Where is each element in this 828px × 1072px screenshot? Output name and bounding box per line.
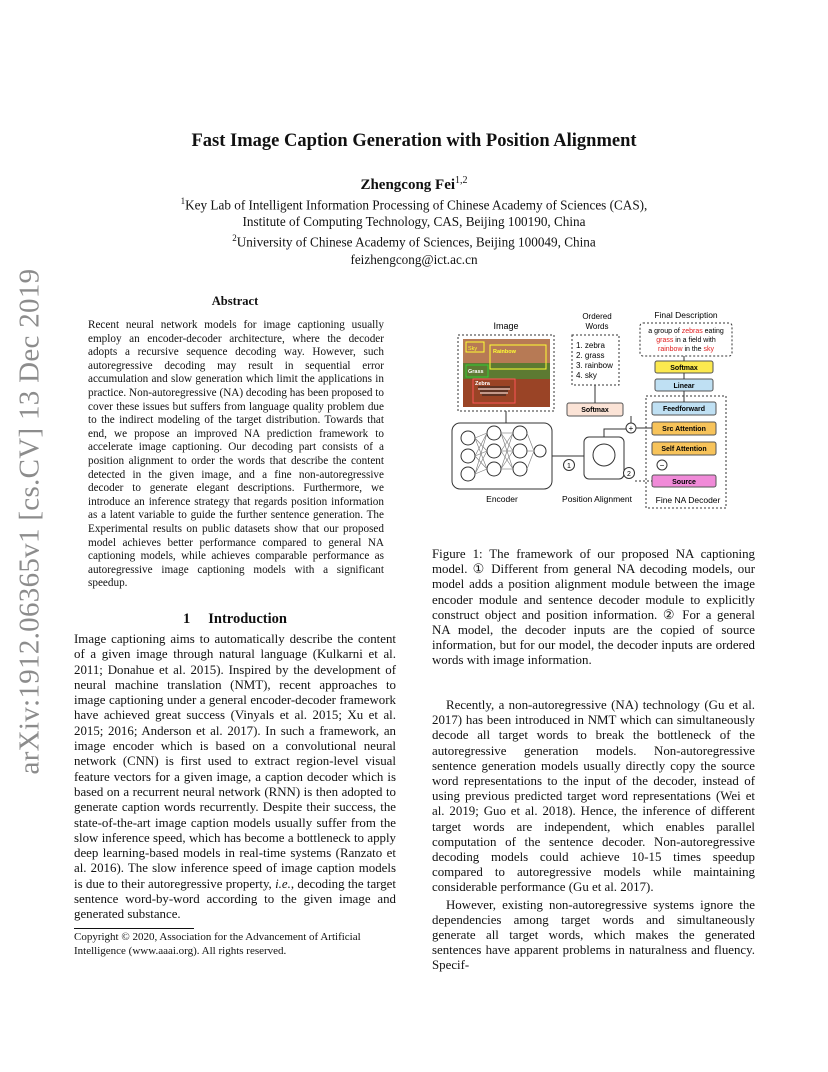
label-ordered-2: Words (585, 322, 609, 331)
ordered-word-3: 3. rainbow (576, 361, 613, 370)
paragraph-however: However, existing non-autoregressive systems ignore the dependencies among target words and simultaneously generate all target words, which makes the generated sentences have apparent problems in naturalness and fluency. Specif- (432, 897, 755, 973)
ordered-word-4: 4. sky (576, 371, 597, 380)
source-label: Source (672, 479, 696, 486)
intro-text-ie: i.e. (275, 876, 291, 891)
figure-caption: Figure 1: The framework of our proposed NA captioning model. ① Different from general NA decoding models, our model adds a position alignment module between the image encoder module and sentence decoder module to explicitly construct object and position information. ② For a general NA model, the decoder inputs are the copied of source information, but for our model, the decoder inputs are ordered words with image information. (432, 547, 755, 668)
label-position-alignment: Position Alignment (562, 494, 632, 504)
label-encoder: Encoder (486, 494, 518, 504)
introduction-paragraph (74, 632, 396, 923)
final-desc-line-2: grass in a field with (656, 337, 716, 344)
author-email: feizhengcong@ict.ac.cn (350, 251, 478, 267)
minus-symbol: − (659, 461, 665, 470)
zebra-photo (463, 339, 550, 407)
affiliation-1-sup: 1 (180, 196, 186, 206)
intro-text-part-b: , decoding the target sentence word-by-word according to the given image and generated substance. (74, 876, 396, 922)
author-superscript: 1,2 (455, 175, 468, 186)
self-attention-label: Self Attention (661, 446, 707, 453)
author-line (0, 175, 828, 194)
src-attention-label: Src Attention (662, 426, 706, 433)
footnote-rule (74, 928, 194, 929)
position-alignment-box (584, 437, 624, 479)
section-title: Introduction (208, 611, 287, 627)
feedforward-label: Feedforward (662, 406, 706, 413)
label-ordered-1: Ordered (582, 312, 612, 321)
final-desc-line-3: rainbow in the sky (657, 346, 715, 353)
plus-symbol: + (628, 424, 634, 433)
section-heading-introduction (74, 611, 396, 628)
framework-figure (430, 305, 760, 510)
affiliations (0, 193, 828, 268)
label-image: Image (493, 321, 519, 331)
final-desc-line-1: a group of zebras eating (648, 328, 724, 335)
right-column-text (432, 698, 755, 974)
tag-grass: Grass (468, 369, 484, 375)
affiliation-3-text: University of Chinese Academy of Sciences, Beijing 100049, China (236, 234, 596, 250)
label-decoder: Fine NA Decoder (655, 495, 721, 505)
copyright-prefix: Copyright (74, 931, 119, 943)
abstract-text: Recent neural network models for image captioning usually employ an encoder-decoder architecture, where the decoder adopts a recursive sequence decoding way. However, such autoregressive decoding may result in sequential error accumulation and slow generation which limit the applications in practice. Non-autoregressive (NA) decoding has been proposed to cover these issues but suffers from language quality problem due to the indirect modeling of the target distribution. Towards that end, we propose an improved NA prediction framework to accelerate image captioning. Our decoding part consists of a position alignment to order the words that describe the content detected in the given image, and a fine non-autoregressive decoder to generate elegant descriptions. Furthermore, we introduce an inference strategy that regards position information as a latent variable to guide the further sentence generation. The Experimental results on public datasets show that our proposed model achieves better performance compared to general NA captioning models, while achieves comparable performance as autoregressive image captioning models with a significant speedup. (88, 319, 384, 590)
copyright-symbol: © (121, 931, 130, 943)
paper-title: Fast Image Caption Generation with Position Alignment (191, 131, 637, 151)
softmax-left-label: Softmax (581, 407, 609, 414)
ordered-word-2: 2. grass (576, 351, 605, 360)
abstract-heading: Abstract (211, 294, 259, 308)
circle-marker-1-label: 1 (567, 463, 571, 470)
tag-zebra: Zebra (475, 381, 490, 387)
recurrent-cell (593, 444, 615, 466)
paragraph-recently: Recently, a non-autoregressive (NA) technology (Gu et al. 2017) has been introduced in NMT which can simultaneously decode all target words to break the bottleneck of the autoregressive generation models. Non-autoregressive sentence generation models usually directly copy the source word representations to the input of the decoder, instead of using previous predicted target word representations (Wei et al. 2019; Guo et al. 2018). Hence, the inference of different target words are independent, which enables parallel computation of the sentence decoder. Non-autoregressive decoding models could achieve 10-15 times speedup compared to autoregressive models while maintaining considerable performance (Gu et al. 2017). (432, 698, 755, 895)
affiliation-1-text: Key Lab of Intelligent Information Processing of Chinese Academy of Sciences (CAS), (185, 197, 648, 213)
arrow-position-plus (604, 429, 626, 437)
arxiv-identifier: arXiv:1912.06365v1 [cs.CV] 13 Dec 2019 (13, 268, 46, 775)
label-final-description: Final Description (654, 310, 718, 320)
copyright-text: 2020, Association for the Advancement of Artificial Intelligence (www.aaai.org). All rights reserved. (74, 931, 361, 957)
linear-label: Linear (673, 383, 695, 390)
softmax-right-label: Softmax (670, 365, 698, 372)
copyright-footnote (74, 931, 404, 958)
intro-text-part-a: Image captioning aims to automatically describe the content of a given image through natural language (Kulkarni et al. 2011; Donahue et al. 2015). Inspired by the development of neural machine translation (NMT), recent approaches to image captioning under a general encoder-decoder framework have achieved great success (Vinyals et al. 2015; Xu et al. 2015; 2016; Anderson et al. 2017). In such a framework, an image encoder which is based on a convolutional neural network (CNN) is first used to extract region-level visual feature vectors for a given image, a caption decoder which is based on a recurrent neural network (RNN) is then adopted to generate caption words recurrently. Despite their success, the state-of-the-art image caption models usually suffer from the slow inference speed, which has become a bottleneck to apply deep learning-based models in real-time systems (Ranzato et al. 2016). The slow inference speed of image caption models is due to their autoregressive property, (74, 632, 396, 891)
tag-sky: Sky (468, 346, 478, 352)
circle-marker-2-label: 2 (627, 471, 631, 478)
affiliation-1 (0, 193, 828, 213)
author-name: Zhengcong Fei (360, 177, 456, 193)
tag-rainbow: Rainbow (493, 349, 516, 355)
affiliation-2: Institute of Computing Technology, CAS, Beijing 100190, China (242, 214, 586, 230)
section-number: 1 (183, 611, 191, 627)
affiliation-3-sup: 2 (232, 233, 237, 244)
ordered-word-1: 1. zebra (576, 341, 605, 350)
affiliation-3 (0, 230, 828, 250)
